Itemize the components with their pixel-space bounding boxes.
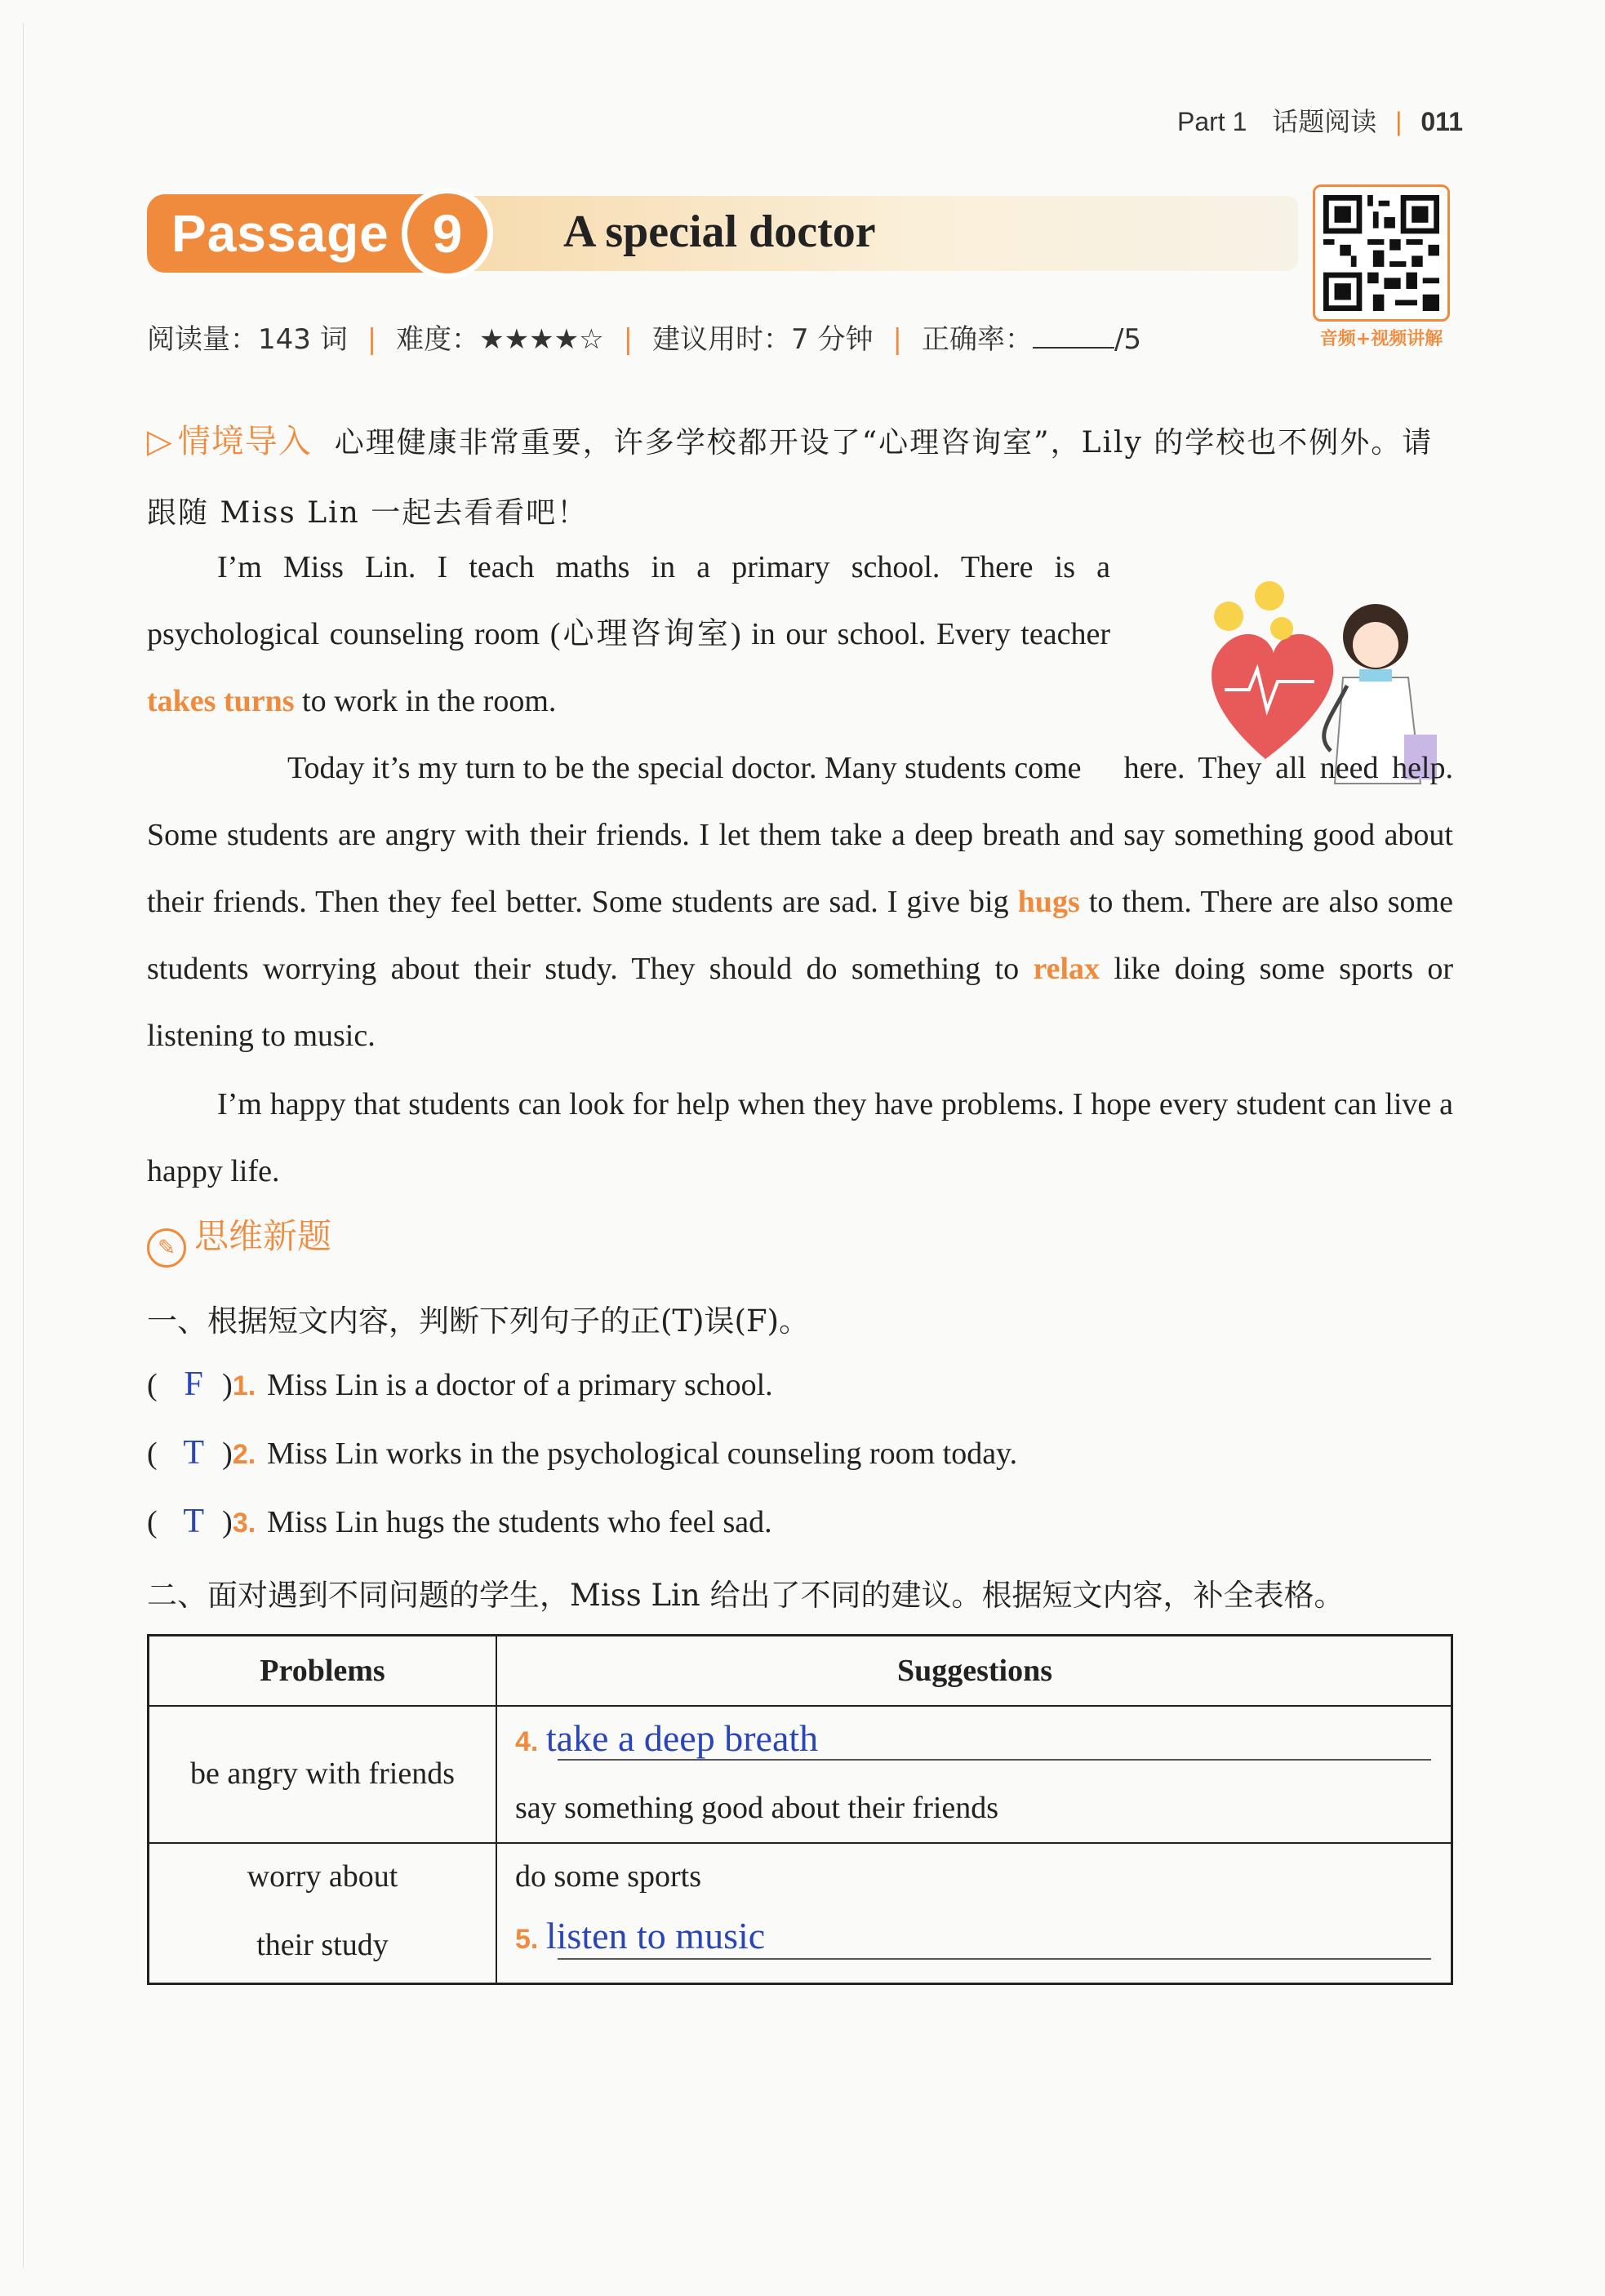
section-title: 思维新题 <box>194 1216 332 1256</box>
passage-banner <box>147 188 1298 279</box>
suggestion-given: say something good about their friends <box>515 1791 999 1825</box>
section-heading <box>147 1210 331 1268</box>
answer-slot[interactable]: T <box>183 1434 204 1472</box>
page-number: 011 <box>1420 107 1463 136</box>
suggested-time: 建议用时：7 分钟 <box>652 323 874 356</box>
topic-label: 话题阅读 <box>1272 107 1377 136</box>
passage-paragraph-2: Today it’s my turn to be the special doctor. Many students come here. They all need help. Some students are angry with their friends. I let them take a deep breath and say something good about their friends. Then they feel better. Some students are sad. I give big hugs to them. There are also some students worrying about their study. They should do something to relax like doing some sports or listening to music. <box>147 751 1453 1053</box>
answer-4[interactable]: 4. take a deep breath <box>515 1717 819 1759</box>
accuracy-total: /5 <box>1114 323 1142 356</box>
qr-code[interactable] <box>1313 184 1450 322</box>
context-text: 心理健康非常重要，许多学校都开设了“心理咨询室”，Lily 的学校也不例外。请跟随 Miss Lin 一起去看看吧！ <box>147 426 1434 530</box>
question-item: ( T )2. Miss Lin works in the psychological counseling room today. <box>147 1434 1018 1472</box>
accuracy-label: 正确率： <box>921 323 1033 356</box>
keyword-takes-turns: takes turns <box>147 684 295 718</box>
qr-caption: 音频+视频讲解 <box>1319 329 1443 349</box>
passage-paragraph-1: I’m Miss Lin. I teach maths in a primary school. There is a psychological counseling room (心理咨询室) in our school. Every teacher takes turns to work in the room. <box>147 550 1110 718</box>
problem-study-line1: worry about <box>247 1859 398 1894</box>
passage-paragraph-3: I’m happy that students can look for help when they have problems. I hope every student can live a happy life. <box>147 1087 1453 1188</box>
answer-line <box>558 1958 1431 1960</box>
suggestion-given: do some sports <box>515 1859 701 1894</box>
word-count: 阅读量：143 词 <box>147 323 348 356</box>
answer-5[interactable]: 5. listen to music <box>515 1915 766 1956</box>
context-intro <box>147 406 1453 548</box>
page-header <box>1177 101 1463 139</box>
context-label: ▷ 情境导入 <box>147 423 312 460</box>
play-triangle-icon: ▷ <box>147 423 173 460</box>
question-item: ( T )3. Miss Lin hugs the students who feel sad. <box>147 1503 772 1540</box>
reading-stats: 阅读量：143 词 | 难度：★★★★☆ | 建议用时：7 分钟 | 正确率： /5 <box>147 323 1142 356</box>
table-divider <box>149 1705 1451 1707</box>
passage-title: A special doctor <box>563 207 876 257</box>
header-problems: Problems <box>260 1654 385 1688</box>
passage-number: 9 <box>402 188 493 279</box>
pencil-icon: ✎ <box>147 1228 186 1268</box>
difficulty-stars: ★★★★☆ <box>479 323 604 356</box>
suggestions-table <box>147 1634 1453 1985</box>
keyword-relax: relax <box>1033 952 1100 986</box>
answer-line <box>558 1759 1431 1761</box>
answer-slot[interactable]: F <box>184 1366 203 1403</box>
part2-instructions: 二、面对遇到不同问题的学生，Miss Lin 给出了不同的建议。根据短文内容，补全表格。 <box>147 1578 1345 1613</box>
qr-code-icon <box>1323 195 1439 311</box>
answer-slot[interactable]: T <box>183 1503 204 1540</box>
header-suggestions: Suggestions <box>896 1654 1053 1688</box>
header-divider: | <box>1395 107 1403 136</box>
problem-angry: be angry with friends <box>190 1756 455 1791</box>
part1-instructions: 一、根据短文内容，判断下列句子的正(T)误(F)。 <box>147 1303 810 1339</box>
part-label: Part 1 <box>1177 107 1247 136</box>
difficulty-label: 难度： <box>396 323 480 356</box>
passage-label: Passage <box>147 194 449 273</box>
table-divider <box>149 1842 1451 1844</box>
problem-study-line2: their study <box>256 1928 389 1962</box>
question-item: ( F )1. Miss Lin is a doctor of a primary school. <box>147 1366 773 1403</box>
accuracy-blank[interactable] <box>1033 326 1114 349</box>
keyword-hugs: hugs <box>1017 885 1080 919</box>
page-edge <box>23 23 24 2267</box>
